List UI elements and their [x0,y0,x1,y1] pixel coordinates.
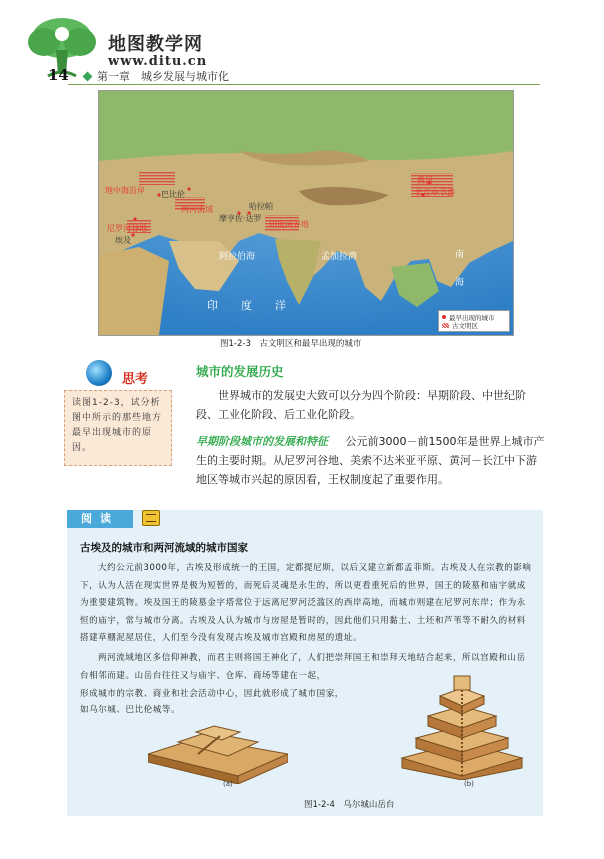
chapter-header [84,68,229,84]
highlight-heading: 早期阶段城市的发展和特征 [196,435,328,448]
ziggurat-b-illustration [392,668,532,780]
world-map [98,90,514,336]
map-label-egypt: 埃及 [115,236,131,245]
think-title: 思考 [122,372,149,387]
legend-civ: 古文明区 [452,321,478,330]
header-rule [68,84,540,85]
paragraph-2-text: 公元前3000－前1500年是世界上城市产生的主要时期。从尼罗河谷地、美索不达米亚平原、黄河－长江中下游地区等城市兴起的原因看，王权制度起了重要作用。 [196,435,545,486]
map-label-babylon: 巴比伦 [161,190,185,199]
logo-url: www.ditu.cn [108,54,208,69]
map-label-arabian-sea: 阿拉伯海 [219,252,256,262]
diamond-icon [83,71,93,81]
logo-title: 地图教学网 [108,34,203,55]
section-title: 城市的发展历史 [196,364,284,379]
reading-paragraph-3: 形成城市的宗教、商业和社会活动中心，因此就形成了城市国家， [80,689,344,699]
paragraph-1: 世界城市的发展史大致可以分为四个阶段：早期阶段、中世纪阶段、工业化阶段、后工业化阶段。 [196,389,526,421]
map-legend [438,310,510,332]
figure-label-a: (a) [223,780,233,788]
map-label-sea: 海 [455,278,465,288]
reading-paragraph-4: 如乌尔城、巴比伦城等。 [80,705,181,715]
reading-title: 古埃及的城市和两河流域的城市国家 [80,542,248,554]
reading-paragraph-1: 大约公元前3000年，古埃及形成统一的王国，定都提尼斯，以后又建立新都孟菲斯。古埃及人在宗教的影响下，认为人活在现实世界是极为短暂的，而死后灵魂是永生的，所以更看重死后的世界，国王的陵墓和庙宇就成为重要建筑物。埃及国王的陵墓金字塔常位于远离尼罗河泛滥区的西岸高地，而城市则建在尼罗河东岸；作为永恒的庙宇，常与城市分离。古埃及人认为城市与房屋是暂时的，因此他们只用黏土、土坯和芦苇等不耐久的材料搭建草棚泥屋居住，人们至今没有发现古埃及城市宫殿和房屋的遗址。 [80,563,532,643]
map-label-mohenjo: 摩亨佐·达罗 [219,214,262,223]
map-label-yangtze: 长江中下游 [415,188,455,197]
map-label-harappa: 哈拉帕 [249,202,273,211]
paragraph-2 [196,432,546,489]
think-panel: 读图1-2-3，试分析图中所示的那些地方最早出现城市的原因。 [64,390,172,466]
figure-caption: 图1-2-4 乌尔城山岳台 [304,800,395,810]
reading-paragraph-2: 两河流域地区多信仰神教，而君主则将国王神化了，人们把崇拜国王和崇拜天地结合起来，所以宫殿和山岳台相邻而建。山岳台往往又与庙宇、仓库、商场等建在一起， [80,653,526,681]
page-number: 14 [48,66,69,84]
reading-tab: 阅读 [67,510,133,528]
map-label-mediterranean: 地中海沿岸 [105,186,145,195]
globe-icon [86,360,112,386]
map-label-south: 南 [455,250,465,260]
figure-label-b: (b) [464,780,474,788]
hatch-swatch-icon [442,323,449,328]
legend-city: 最早出现的城市 [449,313,495,322]
map-label-indian-ocean: 印 度 洋 [207,299,292,312]
map-label-mesopotamia: 两河流域 [181,205,213,214]
map-label-nile: 尼罗河谷地 [107,224,147,233]
book-icon [142,510,160,526]
map-label-yellow-river: 黄河 [417,176,433,185]
city-dot-icon [442,315,446,319]
map-caption: 图1-2-3 古文明区和最早出现的城市 [220,339,362,349]
map-graphic [99,91,513,335]
map-label-bay-bengal: 孟加拉湾 [321,252,358,262]
ziggurat-a-illustration [148,714,288,784]
map-label-indus: 印度河谷地 [269,220,309,229]
chapter-title: 第一章 城乡发展与城市化 [97,70,229,83]
